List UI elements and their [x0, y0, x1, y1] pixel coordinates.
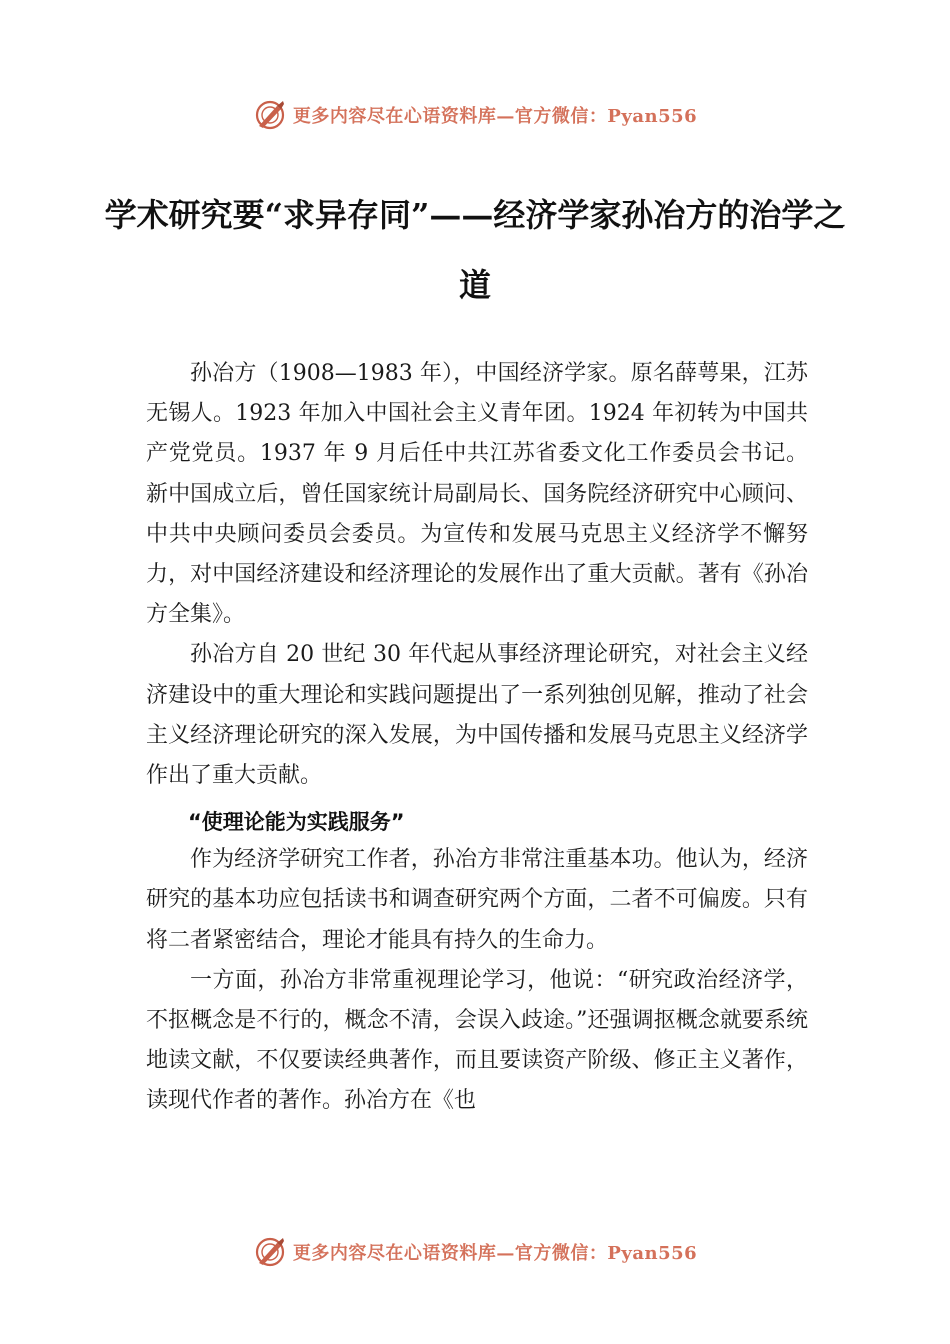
- header-watermark: [0, 95, 950, 135]
- pen-seal-icon: [253, 98, 287, 132]
- paragraph-contribution: 孙冶方自 20 世纪 30 年代起从事经济理论研究，对社会主义经济建设中的重大理论和实践问题提出了一系列独创见解，推动了社会主义经济理论研究的深入发展，为中国传播和发展马克思主义经济学作出了重大贡献。: [146, 642, 808, 789]
- section-heading: “使理论能为实践服务”: [188, 810, 405, 835]
- pen-seal-icon: [253, 1235, 287, 1269]
- watermark-text: 更多内容尽在心语资料库—官方微信：Pyan556: [292, 106, 698, 127]
- paragraph-theory-study: 一方面，孙冶方非常重视理论学习，他说：“研究政治经济学，不抠概念是不行的，概念不清，会误入歧途。”还强调抠概念就要系统地读文献，不仅要读经典著作，而且要读资产阶级、修正主义著作，读现代作者的著作。孙冶方在《也: [146, 967, 808, 1114]
- watermark-text: 更多内容尽在心语资料库—官方微信：Pyan556: [292, 1243, 698, 1264]
- page-title: 学术研究要“求异存同”——经济学家孙冶方的治学之道: [104, 196, 846, 304]
- paragraph-biography: 孙冶方（1908—1983 年），中国经济学家。原名薛萼果，江苏无锡人。1923 年加入中国社会主义青年团。1924 年初转为中国共产党党员。1937 年 9 月后任中共江苏省委文化工作委员会书记。新中国成立后，曾任国家统计局副局长、国务院经济研究中心顾问、中共中央顾问委员会委员。为宣传和发展马克思主义经济学不懈努力，对中国经济建设和经济理论的发展作出了重大贡献。著有《孙冶方全集》。: [146, 361, 808, 628]
- paragraph-fundamentals: 作为经济学研究工作者，孙冶方非常注重基本功。他认为，经济研究的基本功应包括读书和调查研究两个方面，二者不可偏废。只有将二者紧密结合，理论才能具有持久的生命力。: [146, 847, 808, 953]
- article-body: [146, 354, 808, 1122]
- footer-watermark: [0, 1232, 950, 1272]
